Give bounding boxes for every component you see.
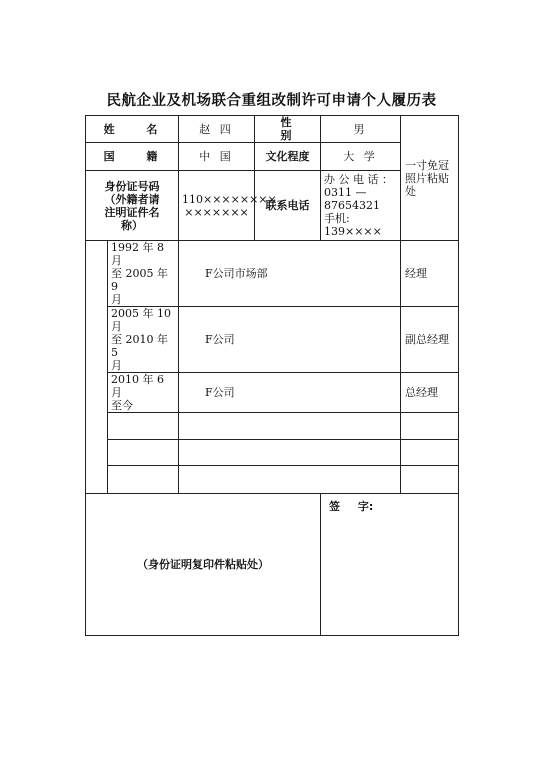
history-company-empty bbox=[179, 413, 401, 440]
history-company-empty bbox=[179, 440, 401, 466]
contact-line1: 办 公 电 话 ： bbox=[324, 173, 393, 186]
photo-text-line2: 照片粘贴 bbox=[405, 171, 449, 185]
history-row-empty bbox=[86, 413, 459, 440]
photo-box bbox=[401, 116, 459, 241]
row-bottom bbox=[86, 494, 459, 636]
history-position: 经理 bbox=[401, 241, 459, 307]
contact-value bbox=[321, 171, 401, 241]
name-value: 赵 四 bbox=[179, 116, 255, 143]
history-position: 总经理 bbox=[401, 373, 459, 413]
education-value: 大 学 bbox=[321, 143, 401, 171]
period-line1: 1992 年 8 月 bbox=[111, 241, 164, 267]
photo-text-line3: 处 bbox=[405, 184, 416, 198]
history-side-cell bbox=[86, 241, 108, 307]
history-position-empty bbox=[401, 466, 459, 494]
history-position-empty bbox=[401, 413, 459, 440]
contact-label: 联系电话 bbox=[255, 171, 321, 241]
form-title: 民航企业及机场联合重组改制许可申请个人履历表 bbox=[106, 93, 437, 109]
history-side-cell bbox=[86, 440, 108, 466]
history-company: F公司 bbox=[179, 373, 401, 413]
history-side-cell bbox=[86, 413, 108, 440]
education-label: 文化程度 bbox=[255, 143, 321, 171]
history-row-empty bbox=[86, 440, 459, 466]
signature-area bbox=[321, 494, 459, 636]
row-name bbox=[86, 116, 459, 143]
resume-form-table bbox=[85, 115, 459, 636]
period-line3: 月 bbox=[111, 359, 122, 372]
history-position: 副总经理 bbox=[401, 307, 459, 373]
gender-label: 性 别 bbox=[255, 116, 321, 143]
id-value-line1: 110×××××××× bbox=[182, 192, 277, 206]
history-period-empty bbox=[108, 440, 179, 466]
signature-label-b: 字: bbox=[357, 500, 374, 513]
id-label-line3: 注明证件名 bbox=[104, 205, 160, 219]
history-period bbox=[108, 241, 179, 307]
contact-line3: 87654321 bbox=[324, 199, 380, 212]
history-side-cell bbox=[86, 373, 108, 413]
history-position-empty bbox=[401, 440, 459, 466]
id-label bbox=[86, 171, 179, 241]
period-line2: 至今 bbox=[111, 399, 133, 412]
id-value bbox=[179, 171, 277, 241]
id-label-line2: （外籍者请 bbox=[104, 192, 160, 206]
photo-text-line1: 一寸免冠 bbox=[405, 158, 449, 172]
nationality-label: 国 籍 bbox=[86, 143, 179, 171]
history-row bbox=[86, 373, 459, 413]
history-period bbox=[108, 373, 179, 413]
contact-line4: 手机: bbox=[324, 212, 350, 225]
history-company-empty bbox=[179, 466, 401, 494]
history-company: F公司 bbox=[179, 307, 401, 373]
signature-label-a: 签 bbox=[329, 500, 354, 513]
history-period-empty bbox=[108, 413, 179, 440]
id-label-line4: 称） bbox=[121, 218, 143, 232]
id-label-line1: 身份证号码 bbox=[104, 179, 160, 193]
id-value-line2: ××××××× bbox=[184, 205, 249, 219]
contact-line5: 139×××× bbox=[324, 225, 382, 238]
history-period-empty bbox=[108, 466, 179, 494]
history-period bbox=[108, 307, 179, 373]
contact-line2: 0311 — bbox=[324, 186, 367, 199]
history-row-empty bbox=[86, 466, 459, 494]
period-line2: 至 2010 年 5 bbox=[111, 333, 168, 359]
id-copy-area: （身份证明复印件粘贴处） bbox=[86, 494, 321, 636]
period-line1: 2010 年 6 月 bbox=[111, 373, 164, 399]
gender-value: 男 bbox=[321, 116, 401, 143]
history-company: F公司市场部 bbox=[179, 241, 401, 307]
history-side-cell bbox=[86, 307, 108, 373]
nationality-value: 中 国 bbox=[179, 143, 255, 171]
period-line1: 2005 年 10 月 bbox=[111, 307, 171, 333]
name-label: 姓 名 bbox=[86, 116, 179, 143]
history-row bbox=[86, 307, 459, 373]
history-side-cell bbox=[86, 466, 108, 494]
period-line2: 至 2005 年 9 bbox=[111, 267, 168, 293]
period-line3: 月 bbox=[111, 293, 122, 306]
history-row bbox=[86, 241, 459, 307]
